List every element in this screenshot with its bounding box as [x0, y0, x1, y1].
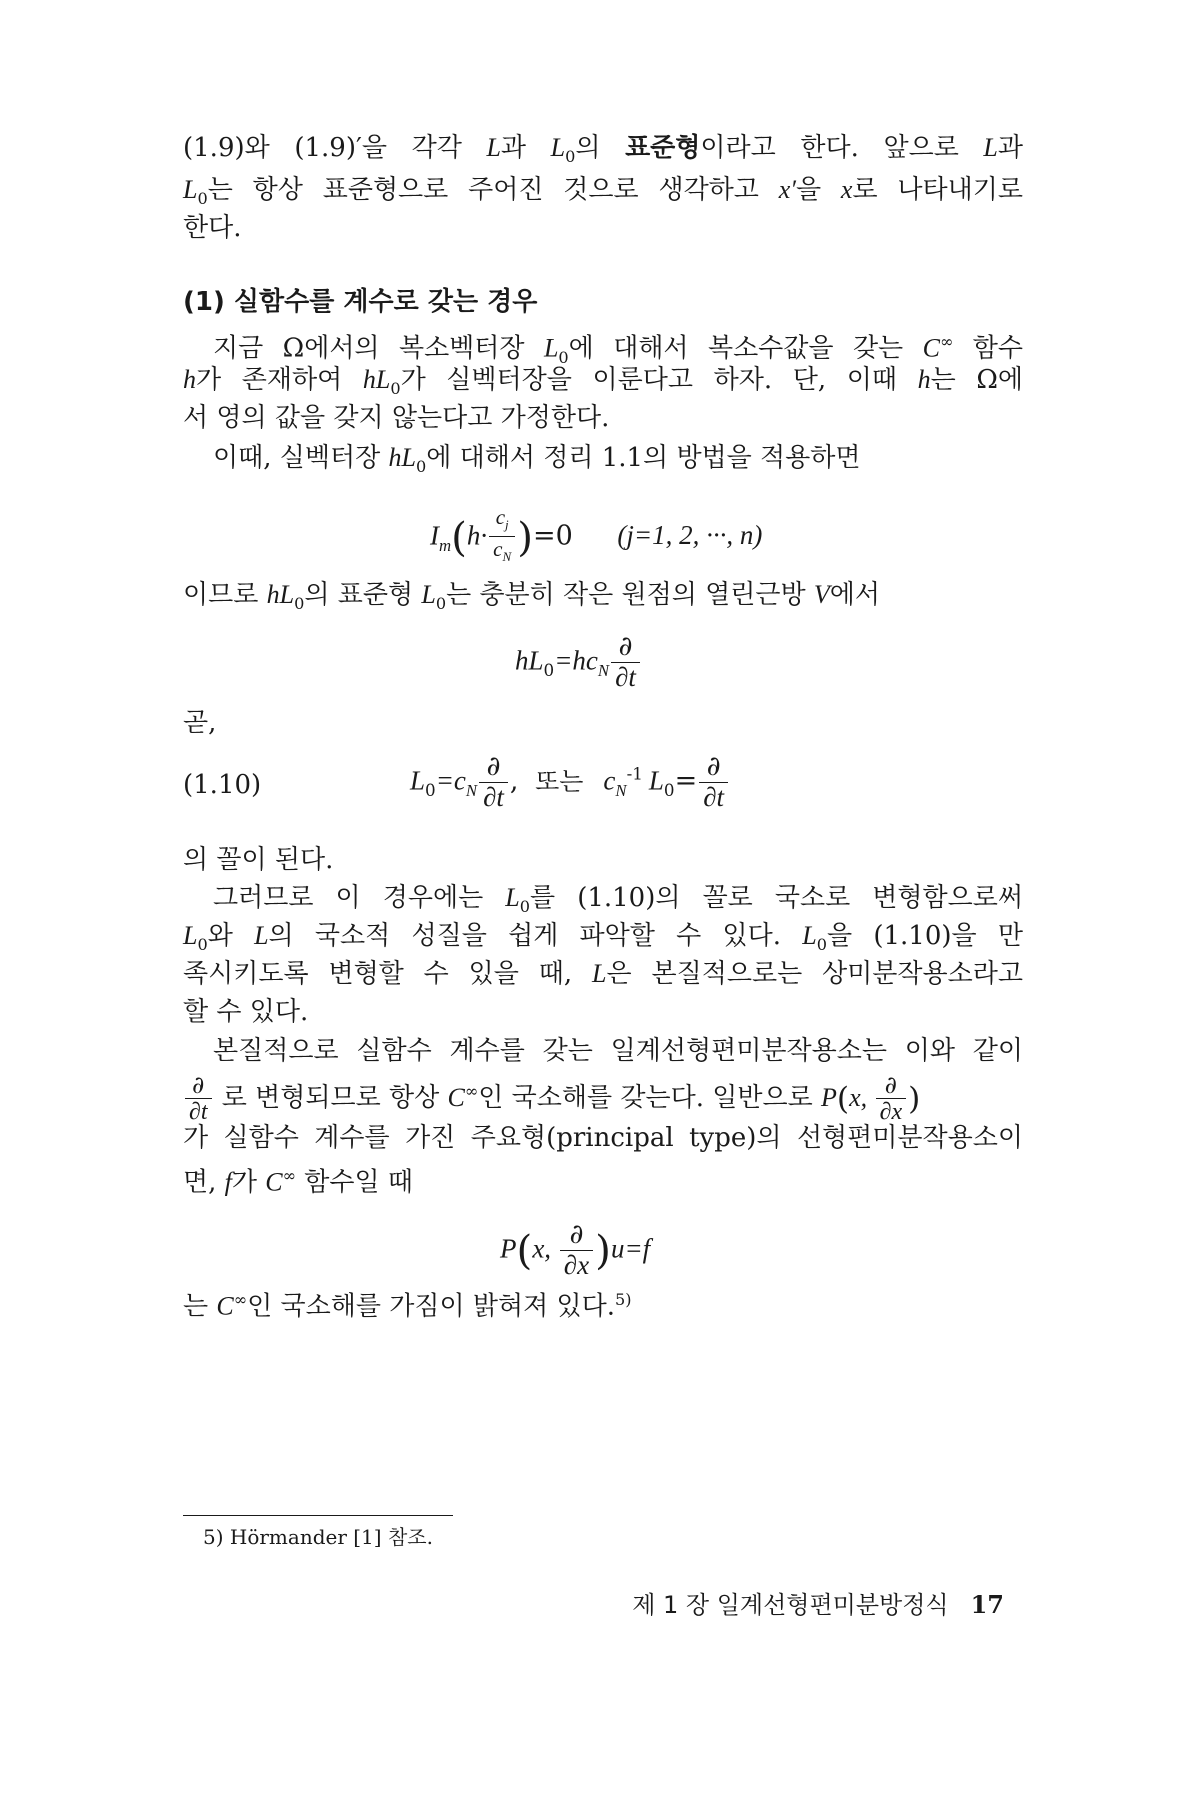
paragraph-4-line-3: 가 실함수 계수를 가진 주요형(principal type)의 선형편미분작용소이 — [183, 1123, 1023, 1153]
paragraph-4-line-4: 면, f가 C∞ 함수일 때 — [183, 1166, 414, 1198]
running-footer — [632, 1588, 1004, 1622]
section-line-4: 이때, 실벡터장 $hL_0$에 대해서 정리 1.1의 방법을 적용하면 — [213, 443, 861, 477]
fraction: $\frac{\partial}{\partial t}$ — [479, 752, 508, 812]
paragraph-2-line: 이므로 $hL_0$의 표준형 $L_0$는 충분히 작은 원점의 열린근방 V에서 — [183, 580, 881, 614]
chapter-title: 제 1 장 일계선형편미분방정식 — [632, 1591, 949, 1619]
paragraph-1-line-3: 한다. — [183, 213, 242, 243]
paragraph-3-line-3: 족시키도록 변형할 수 있을 때, L은 본질적으로는 상미분작용소라고 — [183, 959, 1023, 989]
equation-4: P(x, $\frac{\partial}{\partial x}$ )u=f — [500, 1219, 651, 1280]
paragraph-1-line-2: $L_0$는 항상 표준형으로 주어진 것으로 생각하고 x′을 x로 나타내기로 — [183, 175, 1023, 209]
fraction: $\frac{\partial}{\partial t}$ — [699, 752, 728, 812]
equation-2: $hL_0=hc_N$ $\frac{\partial}{\partial t}$ — [515, 632, 642, 692]
footnote-marker: 5) — [615, 1290, 632, 1309]
equation-number: (1.10) — [183, 770, 262, 800]
paragraph-3-line-1: 그러므로 이 경우에는 $L_0$를 (1.10)의 꼴로 국소로 변형함으로써 — [213, 883, 1023, 917]
fraction: $\frac{\partial}{\partial t}$ — [185, 1072, 212, 1126]
page-number: 17 — [970, 1590, 1004, 1619]
closing-line: 는 C∞인 국소해를 가짐이 밝혀져 있다.$^{5)}$ — [183, 1290, 632, 1322]
connector-text: 곧, — [183, 708, 217, 738]
equation-3: $L_0=c_N$ $\frac{\partial}{\partial t}$ , 또는 $c_N^{-1}$ $L_0=$ $\frac{\partial}{\partial t}$ — [410, 752, 730, 812]
paragraph-3-line-4: 할 수 있다. — [183, 997, 309, 1027]
paragraph-4-line-2: $\frac{\partial}{\partial t}$ 로 변형되므로 항상 C∞인 국소해를 갖는다. 일반으로 P(x, $\frac{\partial}{\partial x}$ ) — [183, 1072, 1023, 1126]
section-line-1: 지금 Ω에서의 복소벡터장 $L_0$에 대해서 복소수값을 갖는 C∞ 함수 — [213, 332, 1024, 367]
fraction: $\frac{c_j}{c_N}$ — [489, 505, 515, 569]
footnote: 5) Hörmander [1] 참조. — [203, 1525, 433, 1549]
fraction: $\frac{\partial}{\partial t}$ — [611, 632, 640, 692]
fraction: $\frac{\partial}{\partial x}$ — [876, 1072, 907, 1126]
paragraph-3-line-2: $L_0$와 L의 국소적 성질을 쉽게 파악할 수 있다. $L_0$을 (1.10)을 만 — [183, 921, 1023, 955]
section-heading: (1) 실함수를 계수로 갖는 경우 — [183, 287, 538, 317]
fraction: $\frac{\partial}{\partial x}$ — [560, 1220, 593, 1280]
paragraph-1-line-1: (1.9)와 (1.9)′을 각각 L과 $L_0$의 표준형이라고 한다. 앞으로 L과 — [183, 133, 1023, 167]
paragraph-4-line-1: 본질적으로 실함수 계수를 갖는 일계선형편미분작용소는 이와 같이 — [213, 1036, 1023, 1066]
section-line-2: h가 존재하여 $hL_0$가 실벡터장을 이룬다고 하자. 단, 이때 h는 Ω에 — [183, 365, 1023, 399]
after-equation-text: 의 꼴이 된다. — [183, 845, 334, 875]
bold-term: 표준형 — [625, 133, 701, 163]
equation-1: $I_m(h\cdot$ $\frac{c_j}{c_N}$ )=0 (j=1, 2, ···, n) — [430, 505, 762, 569]
section-line-3: 서 영의 값을 갖지 않는다고 가정한다. — [183, 403, 610, 433]
footnote-rule — [183, 1515, 453, 1516]
